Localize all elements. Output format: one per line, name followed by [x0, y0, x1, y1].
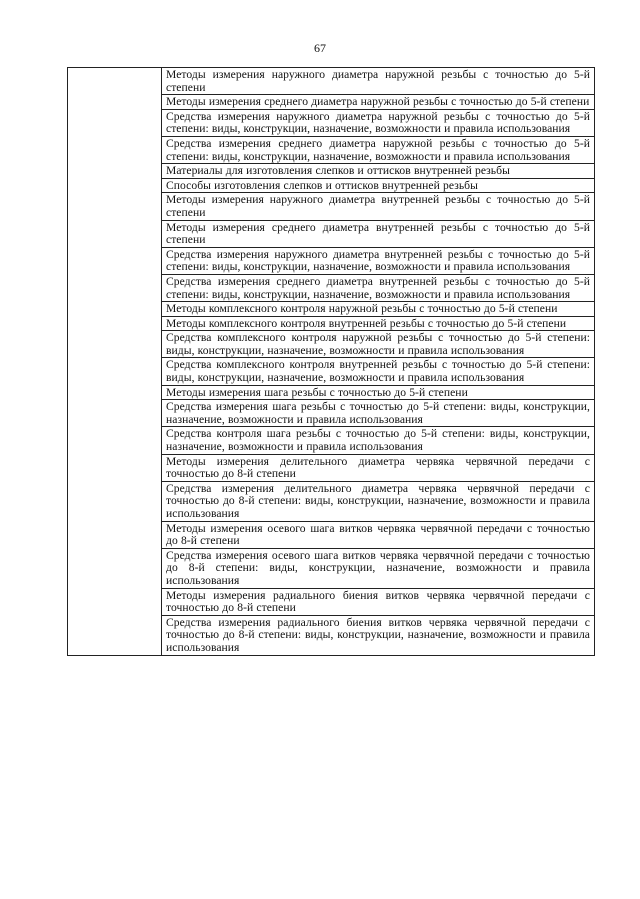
cell-text: Материалы для изготовления слепков и оттисков внутренней резьбы [166, 164, 510, 178]
table-cell [162, 193, 595, 220]
requirements-table [67, 67, 595, 656]
cell-text: Средства измерения среднего диаметра наружной резьбы с точностью до 5-й степени: виды, конструкции, назначение, возможности и правила использования [166, 136, 590, 163]
table-cell [162, 178, 595, 193]
cell-text: Средства измерения наружного диаметра внутренней резьбы с точностью до 5-й степени: виды, конструкции, назначение, возможности и правила использования [166, 247, 590, 274]
table-cell [162, 331, 595, 358]
cell-text: Методы комплексного контроля внутренней резьбы с точностью до 5-й степени [166, 316, 567, 330]
page-number: 67 [314, 41, 326, 55]
table-cell [162, 316, 595, 331]
table-cell [162, 385, 595, 400]
cell-text: Методы измерения наружного диаметра внутренней резьбы с точностью до 5-й степени [166, 193, 590, 219]
cell-text: Методы измерения делительного диаметра червяка червячной передачи с точностью до 8-й степени [166, 454, 590, 481]
cell-text: Средства измерения наружного диаметра наружной резьбы с точностью до 5-й степени: виды, конструкции, назначение, возможности и правила использования [166, 109, 590, 136]
table-cell [162, 481, 595, 521]
table-cell [162, 358, 595, 385]
table-cell [162, 220, 595, 247]
table-cell [162, 68, 595, 95]
left-column-cell [68, 68, 162, 656]
cell-text: Средства измерения радиального биения витков червяка червячной передачи с точностью до 8-й степени: виды, конструкции, назначение, возможности и правила использования [166, 615, 590, 654]
table-cell [162, 247, 595, 274]
table-cell [162, 427, 595, 454]
cell-text: Средства контроля шага резьбы с точностью до 5-й степени: виды, конструкции, назначение, возможности и правила использования [166, 427, 590, 454]
table-cell [162, 109, 595, 136]
table-cell [162, 274, 595, 301]
table-cell [162, 302, 595, 317]
cell-text: Методы измерения среднего диаметра внутренней резьбы с точностью до 5-й степени [166, 220, 590, 247]
table-cell [162, 95, 595, 110]
cell-text: Методы измерения осевого шага витков червяка червячной передачи с точностью до 8-й степени [166, 521, 590, 548]
table-cell [162, 588, 595, 615]
cell-text: Методы измерения радиального биения витков червяка червячной передачи с точностью до 8-й степени [166, 588, 590, 615]
cell-text: Средства комплексного контроля наружной резьбы с точностью до 5-й степени: виды, конструкции, назначение, возможности и правила использования [166, 331, 590, 357]
table-cell [162, 164, 595, 179]
table-cell [162, 615, 595, 655]
table-cell [162, 548, 595, 588]
cell-text: Методы измерения шага резьбы с точностью до 5-й степени [166, 385, 468, 399]
table-cell [162, 400, 595, 427]
cell-text: Средства измерения шага резьбы с точностью до 5-й степени: виды, конструкции, назначение, возможности и правила использования [166, 400, 590, 426]
table-body [68, 68, 595, 656]
table-cell [162, 454, 595, 481]
table-cell [162, 136, 595, 163]
cell-text: Средства измерения среднего диаметра внутренней резьбы с точностью до 5-й степени: виды, конструкции, назначение, возможности и правила использования [166, 274, 590, 301]
cell-text: Средства комплексного контроля внутренней резьбы с точностью до 5-й степени: виды, конструкции, назначение, возможности и правила использования [166, 358, 590, 385]
cell-text: Методы измерения наружного диаметра наружной резьбы с точностью до 5-й степени [166, 68, 590, 94]
table-cell [162, 521, 595, 548]
cell-text: Средства измерения осевого шага витков червяка червячной передачи с точностью до 8-й степени: виды, конструкции, назначение, возможности и правила использования [166, 548, 590, 587]
cell-text: Методы комплексного контроля наружной резьбы с точностью до 5-й степени [166, 302, 558, 316]
cell-text: Способы изготовления слепков и оттисков внутренней резьбы [166, 178, 478, 192]
cell-text: Методы измерения среднего диаметра наружной резьбы с точностью до 5-й степени [166, 95, 590, 109]
cell-text: Средства измерения делительного диаметра червяка червячной передачи с точностью до 8-й степени: виды, конструкции, назначение, возможности и правила использования [166, 481, 590, 520]
table-row [68, 68, 595, 95]
